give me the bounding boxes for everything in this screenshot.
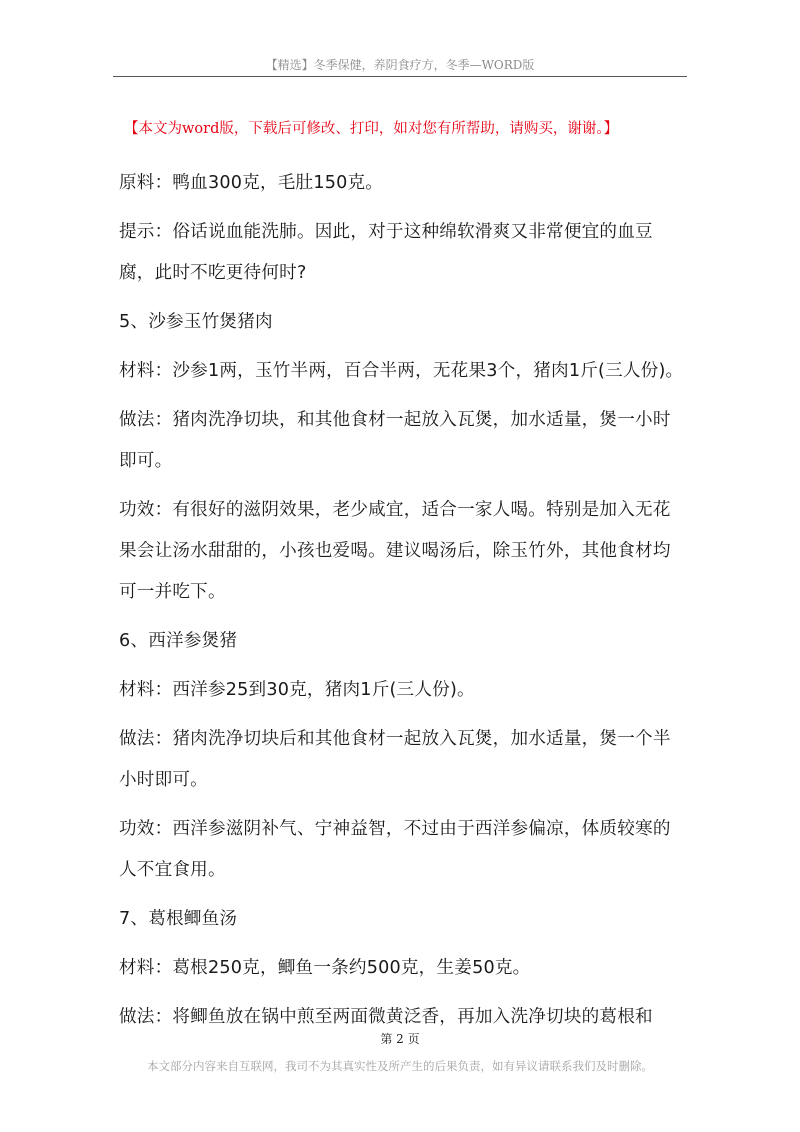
page-number: 第 2 页 <box>380 1032 420 1046</box>
document-body <box>119 163 685 1046</box>
download-notice: 【本文为word版，下载后可修改、打印，如对您有所帮助，请购买，谢谢。】 <box>124 121 619 137</box>
paragraph-ingredients-duck-blood: 原料：鸭血300克，毛肚150克。 <box>119 173 384 193</box>
paragraph-materials-6: 材料：西洋参25到30克，猪肉1斤(三人份)。 <box>119 680 475 700</box>
paragraph-materials-7: 材料：葛根250克，鲫鱼一条约500克，生姜50克。 <box>119 958 531 978</box>
recipe-heading-6: 6、西洋参煲猪 <box>119 631 238 651</box>
paragraph-method-5: 做法：猪肉洗净切块，和其他食材一起放入瓦煲，加水适量，煲一小时即可。 <box>119 410 671 471</box>
footer-disclaimer: 本文部分内容来自互联网，我司不为其真实性及所产生的后果负责，如有异议请联系我们及时删除。 <box>147 1059 653 1073</box>
paragraph-effect-6: 功效：西洋参滋阴补气、宁神益智，不过由于西洋参偏凉，体质较寒的人不宜食用。 <box>119 819 671 880</box>
recipe-heading-5: 5、沙参玉竹煲猪肉 <box>119 312 273 332</box>
recipe-heading-7: 7、葛根鲫鱼汤 <box>119 909 238 929</box>
paragraph-tip-blood-tofu: 提示：俗话说血能洗肺。因此，对于这种绵软滑爽又非常便宜的血豆腐，此时不吃更待何时? <box>119 222 653 283</box>
paragraph-effect-5: 功效：有很好的滋阴效果，老少咸宜，适合一家人喝。特别是加入无花果会让汤水甜甜的，小孩也爱喝。建议喝汤后，除玉竹外，其他食材均可一并吃下。 <box>119 500 671 602</box>
paragraph-materials-5: 材料：沙参1两，玉竹半两，百合半两，无花果3个，猪肉1斤(三人份)。 <box>119 361 684 381</box>
page-header: 【精选】冬季保健，养阴食疗方，冬季—WORD版 <box>265 58 535 72</box>
paragraph-method-7: 做法：将鲫鱼放在锅中煎至两面微黄泛香，再加入洗净切块的葛根和 <box>119 1007 653 1027</box>
header-divider <box>113 76 687 77</box>
paragraph-method-6: 做法：猪肉洗净切块后和其他食材一起放入瓦煲，加水适量，煲一个半小时即可。 <box>119 729 671 790</box>
